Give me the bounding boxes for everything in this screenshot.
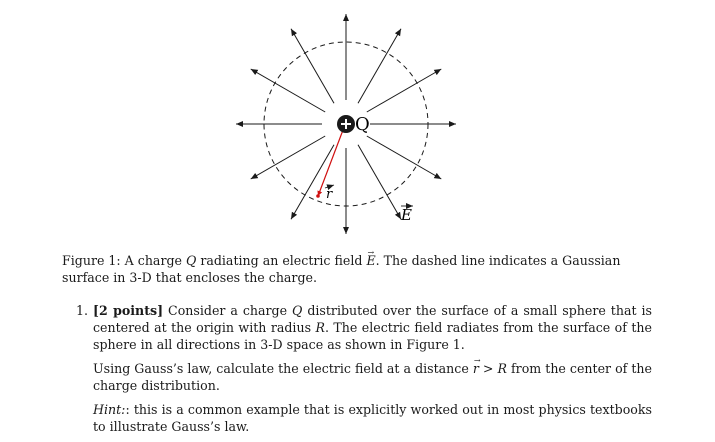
problem-1 bbox=[76, 302, 652, 442]
field-line bbox=[251, 136, 326, 179]
radius-vector-tip bbox=[316, 194, 320, 198]
figure-caption: Figure 1: A charge Q radiating an electric field → E. The dashed line indicates a Gaussian surface in 3-D that encloses the charge. bbox=[62, 252, 652, 286]
problem-number: 1. bbox=[76, 303, 89, 318]
points-label: [2 points] bbox=[93, 303, 164, 318]
field-line bbox=[367, 69, 442, 112]
charge-label: Q bbox=[355, 114, 370, 135]
problem-hint: Hint:: this is a common example that is explicitly worked out in most physics textbooks to illustrate Gauss’s law. bbox=[93, 402, 652, 434]
problem-task: Using Gauss’s law, calculate the electric field at a distance → r > R from the center of the charge distribution. bbox=[93, 360, 652, 394]
radius-vector-label: r bbox=[326, 187, 333, 202]
field-line bbox=[358, 145, 401, 220]
field-line bbox=[251, 69, 326, 112]
field-line bbox=[291, 145, 334, 220]
charge-field-figure bbox=[225, 10, 465, 240]
field-label: E bbox=[401, 206, 412, 224]
field-line bbox=[291, 29, 334, 104]
problem-statement: [2 points] Consider a charge Q distributed over the surface of a small sphere that is centered at the origin with radius R. The electric field radiates from the surface of the sphere in all directions in 3-D space as shown in Figure 1. bbox=[93, 303, 652, 352]
field-line bbox=[367, 136, 442, 179]
field-line bbox=[358, 29, 401, 104]
